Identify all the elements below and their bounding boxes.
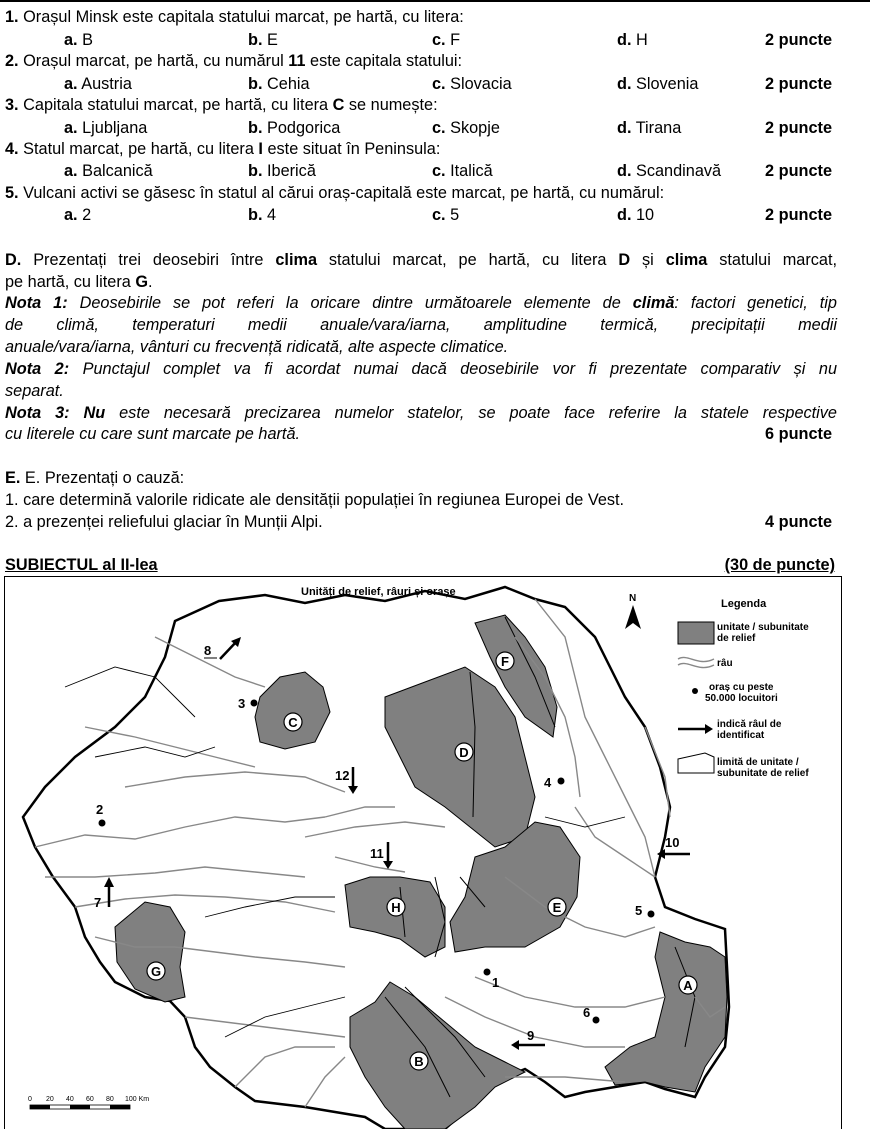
question-1-text: 1. Orașul Minsk este capitala statului marcat, pe hartă, cu litera: xyxy=(5,8,464,26)
q1-option-a[interactable]: a. B xyxy=(64,31,93,49)
map-svg xyxy=(5,577,841,1129)
svg-text:C: C xyxy=(288,715,298,730)
legend-city xyxy=(692,682,778,704)
svg-text:A: A xyxy=(683,978,693,993)
svg-text:0: 0 xyxy=(28,1096,32,1103)
svg-text:6: 6 xyxy=(583,1005,591,1020)
q1-option-d[interactable]: d. H xyxy=(617,31,648,49)
q2-option-a[interactable]: a. Austria xyxy=(64,75,132,93)
q2-option-d[interactable]: d. Slovenia xyxy=(617,75,699,93)
q4-option-d[interactable]: d. Scandinavă xyxy=(617,162,722,180)
q2-option-c[interactable]: c. Slovacia xyxy=(432,75,512,93)
legend-title: Legenda xyxy=(721,598,767,610)
q4-option-a[interactable]: a. Balcanică xyxy=(64,162,153,180)
question-4-text: 4. Statul marcat, pe hartă, cu litera I este situat în Peninsula: xyxy=(5,140,441,158)
svg-text:subunitate de relief: subunitate de relief xyxy=(717,768,809,779)
q1-option-b[interactable]: b. E xyxy=(248,31,278,49)
q1-option-c[interactable]: c. F xyxy=(432,31,461,49)
q3-option-a[interactable]: a. Ljubljana xyxy=(64,119,148,137)
legend-relief-unit xyxy=(678,622,809,644)
svg-text:B: B xyxy=(414,1054,424,1069)
svg-text:de relief: de relief xyxy=(717,633,756,644)
svg-text:G: G xyxy=(150,964,162,979)
question-5-text: 5. Vulcani activi se găsesc în statul al cărui oraș-capitală este marcat, pe hartă, cu numărul: xyxy=(5,184,665,202)
map-title: Unități de relief, râuri și orașe xyxy=(301,586,456,598)
svg-text:N: N xyxy=(629,593,637,604)
q5-points: 2 puncte xyxy=(765,206,832,224)
legend-limit xyxy=(678,753,809,779)
section-e-points: 4 puncte xyxy=(765,513,832,531)
q5-option-b[interactable]: b. 4 xyxy=(248,206,277,224)
nota-2-line2: separat. xyxy=(5,382,64,400)
svg-text:9: 9 xyxy=(527,1028,535,1043)
svg-text:12: 12 xyxy=(335,768,350,783)
unit-marker-g xyxy=(147,962,165,980)
section-d-line2: pe hartă, cu litera G. xyxy=(5,273,153,291)
top-rule xyxy=(0,0,870,2)
svg-text:100 Km: 100 Km xyxy=(125,1096,150,1103)
nota-1-line2: de climă, temperaturi medii anuale/vara/iarna, amplitudine termică, precipitații medii xyxy=(5,316,837,334)
section-d-line1: D. Prezentați trei deosebiri între clima statului marcat, pe hartă, cu litera D și clima statului marcat, xyxy=(5,251,838,269)
svg-text:40: 40 xyxy=(66,1096,74,1103)
svg-text:oraș cu peste: oraș cu peste xyxy=(709,682,774,693)
q3-option-c[interactable]: c. Skopje xyxy=(432,119,500,137)
unit-marker-c xyxy=(284,713,302,731)
svg-text:1: 1 xyxy=(492,975,500,990)
q3-option-b[interactable]: b. Podgorica xyxy=(248,119,341,137)
question-3-text: 3. Capitala statului marcat, pe hartă, cu litera C se numește: xyxy=(5,96,438,114)
section-d-points: 6 puncte xyxy=(765,425,832,443)
svg-text:F: F xyxy=(501,654,509,669)
q5-option-d[interactable]: d. 10 xyxy=(617,206,655,224)
north-arrow-icon xyxy=(625,593,641,629)
nota-3-line1: Nota 3: Nu este necesară precizarea numelor statelor, se poate face referire la statele respective xyxy=(5,404,837,422)
unit-marker-f xyxy=(496,652,514,670)
legend-river-arrow xyxy=(678,719,782,741)
relief-map xyxy=(4,576,842,1129)
svg-text:8: 8 xyxy=(204,643,212,658)
svg-text:11: 11 xyxy=(370,846,384,861)
svg-text:D: D xyxy=(459,745,469,760)
svg-text:20: 20 xyxy=(46,1096,54,1103)
scale-bar xyxy=(28,1096,149,1109)
subiect-points: (30 de puncte) xyxy=(724,556,835,574)
svg-text:E: E xyxy=(552,900,562,915)
unit-marker-h xyxy=(387,898,405,916)
unit-marker-d xyxy=(455,743,473,761)
svg-text:2: 2 xyxy=(96,802,104,817)
q4-points: 2 puncte xyxy=(765,162,832,180)
question-2-text: 2. Orașul marcat, pe hartă, cu numărul 11 este capitala statului: xyxy=(5,52,463,70)
svg-text:limită de unitate /: limită de unitate / xyxy=(717,757,799,768)
q5-option-a[interactable]: a. 2 xyxy=(64,206,92,224)
unit-marker-a xyxy=(679,976,697,994)
unit-marker-b xyxy=(410,1052,428,1070)
svg-text:60: 60 xyxy=(86,1096,94,1103)
svg-text:7: 7 xyxy=(94,895,102,910)
svg-text:H: H xyxy=(391,900,401,915)
q5-option-c[interactable]: c. 5 xyxy=(432,206,460,224)
svg-text:5: 5 xyxy=(635,903,643,918)
svg-text:râu: râu xyxy=(717,658,733,669)
svg-text:10: 10 xyxy=(665,835,680,850)
section-e-item2: 2. a prezenței reliefului glaciar în Munții Alpi. xyxy=(5,513,323,531)
svg-text:80: 80 xyxy=(106,1096,114,1103)
section-e-title: E. E. Prezentați o cauză: xyxy=(5,469,185,487)
q1-points: 2 puncte xyxy=(765,31,832,49)
q4-option-b[interactable]: b. Iberică xyxy=(248,162,316,180)
svg-text:unitate / subunitate: unitate / subunitate xyxy=(717,622,809,633)
nota-1-line3: anuale/vara/iarna, vânturi cu frecvență ridicată, alte aspecte climatice. xyxy=(5,338,509,356)
svg-text:3: 3 xyxy=(238,696,246,711)
svg-text:50.000 locuitori: 50.000 locuitori xyxy=(705,693,778,704)
legend-river xyxy=(678,657,733,669)
svg-text:identificat: identificat xyxy=(717,730,765,741)
section-e-item1: 1. care determină valorile ridicate ale densității populației în regiunea Europei de Vest. xyxy=(5,491,625,509)
q2-points: 2 puncte xyxy=(765,75,832,93)
nota-2-line1: Nota 2: Punctajul complet va fi acordat numai dacă deosebirile vor fi prezentate comparativ și nu xyxy=(5,360,838,378)
q3-points: 2 puncte xyxy=(765,119,832,137)
svg-text:indică râul de: indică râul de xyxy=(717,719,782,730)
q4-option-c[interactable]: c. Italică xyxy=(432,162,493,180)
subiect-title: SUBIECTUL al II-lea xyxy=(5,556,158,574)
q3-option-d[interactable]: d. Tirana xyxy=(617,119,682,137)
unit-marker-e xyxy=(548,898,566,916)
map-legend xyxy=(678,598,809,779)
nota-1-line1: Nota 1: Deosebirile se pot referi la oricare dintre următoarele elemente de climă: factori genetici, tip xyxy=(5,294,837,312)
q2-option-b[interactable]: b. Cehia xyxy=(248,75,310,93)
svg-text:4: 4 xyxy=(544,775,552,790)
nota-3-line2: cu literele cu care sunt marcate pe hartă. xyxy=(5,425,301,443)
